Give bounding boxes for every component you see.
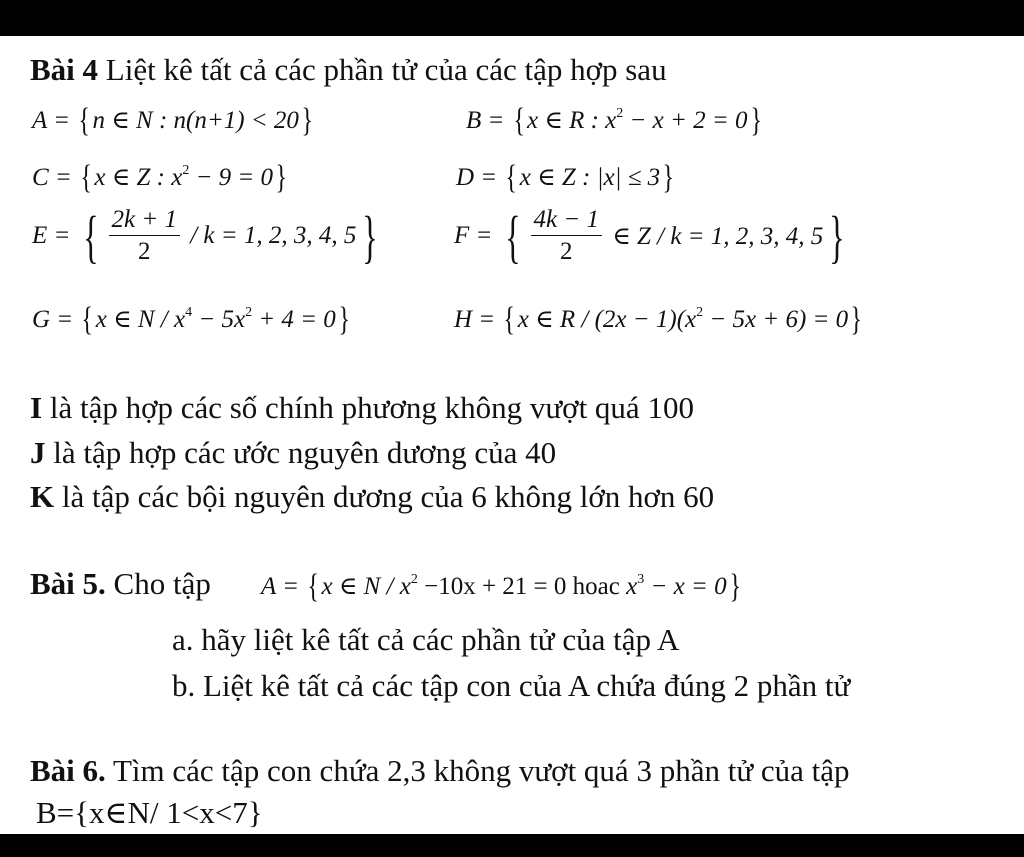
set-G-body-post: + 4 = 0	[252, 306, 336, 333]
bai5-set-hoac: hoac	[566, 573, 627, 600]
line-I	[30, 390, 694, 426]
bai4-title-text: Liệt kê tất cả các phần tử của các tập hợp sau	[98, 52, 667, 87]
bottom-black-bar	[0, 834, 1024, 857]
set-E-fraction	[109, 206, 180, 266]
set-C	[32, 161, 289, 195]
set-F-fraction	[531, 206, 602, 266]
bai5-set-close-brace: }	[729, 568, 741, 605]
set-B-close-brace: }	[749, 102, 762, 139]
set-D-body: x ∈ Z : |x| ≤ 3	[519, 164, 661, 191]
bai4-title-bold: Bài 4	[30, 52, 99, 87]
bai5-set-A	[261, 570, 743, 604]
set-D-close-brace: }	[662, 159, 675, 196]
set-C-close-brace: }	[275, 159, 287, 196]
line-J-text: là tập hợp các ước nguyên dương của 40	[45, 435, 557, 470]
set-C-lhs: C =	[32, 164, 79, 191]
line-J	[30, 435, 556, 471]
set-E-lhs: E =	[32, 222, 77, 249]
set-D	[456, 161, 677, 195]
set-B-open-brace: {	[513, 102, 525, 139]
line-J-bold: J	[30, 435, 46, 470]
set-A-close-brace: }	[301, 102, 313, 139]
set-F-tail: ∈ Z / k = 1, 2, 3, 4, 5	[605, 223, 824, 250]
line-I-bold: I	[30, 390, 43, 425]
set-A-body: n ∈ N : n(n+1) < 20	[92, 107, 299, 134]
set-F-denominator: 2	[559, 238, 573, 265]
set-G-exponent-2: 2	[245, 305, 253, 320]
set-G	[32, 303, 352, 337]
bai5-title-text: Cho tập	[105, 566, 211, 601]
set-A-open-brace: {	[78, 102, 91, 139]
bai5-title-bold: Bài 5.	[30, 566, 106, 601]
set-F-lhs: F =	[454, 222, 499, 249]
set-G-lhs: G =	[32, 306, 80, 333]
line-K-text: là tập các bội nguyên dương của 6 không lớn hơn 60	[54, 479, 715, 514]
set-H	[454, 303, 865, 337]
bai5-part-a: a. hãy liệt kê tất cả các phần tử của tập A	[172, 622, 680, 657]
set-H-exponent: 2	[696, 305, 704, 320]
set-B	[466, 104, 764, 138]
bai5-heading	[30, 566, 211, 602]
bai5-set-open-brace: {	[307, 568, 320, 605]
line-K	[30, 479, 714, 515]
set-E	[32, 203, 384, 269]
line-I-text: là tập hợp các số chính phương không vượt quá 100	[42, 390, 694, 425]
set-G-open-brace: {	[81, 301, 94, 338]
set-G-body-mid: − 5x	[192, 306, 246, 333]
set-E-numerator: 2k + 1	[109, 206, 180, 236]
set-C-body-post: − 9 = 0	[189, 164, 274, 191]
bai5-set-exponent-2: 3	[637, 572, 645, 587]
set-B-body-post: − x + 2 = 0	[623, 107, 748, 134]
set-B-body-pre: x ∈ R : x	[526, 107, 617, 134]
set-C-body-pre: x ∈ Z : x	[94, 164, 183, 191]
set-F	[454, 203, 851, 269]
bai5-set-body-pre: x ∈ N / x	[321, 573, 411, 600]
set-C-exponent: 2	[182, 163, 190, 178]
set-E-close-brace: }	[362, 203, 378, 269]
set-D-lhs: D =	[456, 164, 504, 191]
set-B-exponent: 2	[616, 106, 624, 121]
set-C-open-brace: {	[80, 159, 92, 196]
set-G-exponent-1: 4	[185, 305, 193, 320]
bai6-title-text: Tìm các tập con chứa 2,3 không vượt quá 3 phần tử của tập	[105, 753, 850, 788]
set-H-open-brace: {	[503, 301, 516, 338]
set-G-close-brace: }	[338, 301, 350, 338]
set-H-body-pre: x ∈ R / (2x − 1)(x	[517, 306, 697, 333]
bai4-heading	[30, 52, 667, 88]
set-B-lhs: B =	[466, 107, 511, 134]
set-A-lhs: A =	[32, 107, 77, 134]
set-D-open-brace: {	[505, 159, 518, 196]
bai5-set-exponent-1: 2	[410, 572, 418, 587]
bai5-set-body-mid: −10x + 21 = 0	[417, 573, 567, 600]
bai5-set-lhs: A =	[261, 573, 306, 600]
set-H-close-brace: }	[850, 301, 863, 338]
set-E-open-brace: {	[82, 203, 99, 269]
set-H-body-post: − 5x + 6) = 0	[703, 306, 849, 333]
set-E-tail: / k = 1, 2, 3, 4, 5	[183, 222, 357, 249]
top-black-bar	[0, 0, 1024, 36]
set-F-open-brace: {	[504, 203, 521, 269]
set-A	[32, 104, 315, 138]
set-E-denominator: 2	[137, 238, 151, 265]
set-H-lhs: H =	[454, 306, 502, 333]
bai6-set-B: B={x∈N/ 1<x<7}	[36, 795, 263, 830]
bai6-heading	[30, 753, 850, 789]
set-G-body-pre: x ∈ N / x	[95, 306, 186, 333]
bai5-part-b: b. Liệt kê tất cả các tập con của A chứa đúng 2 phần tử	[172, 668, 851, 703]
set-F-numerator: 4k − 1	[531, 206, 602, 236]
line-K-bold: K	[30, 479, 55, 514]
set-F-close-brace: }	[829, 203, 845, 269]
bai6-title-bold: Bài 6.	[30, 753, 106, 788]
bai5-set-body-post: − x = 0	[644, 573, 727, 600]
bai5-set-x3: x	[626, 573, 638, 600]
